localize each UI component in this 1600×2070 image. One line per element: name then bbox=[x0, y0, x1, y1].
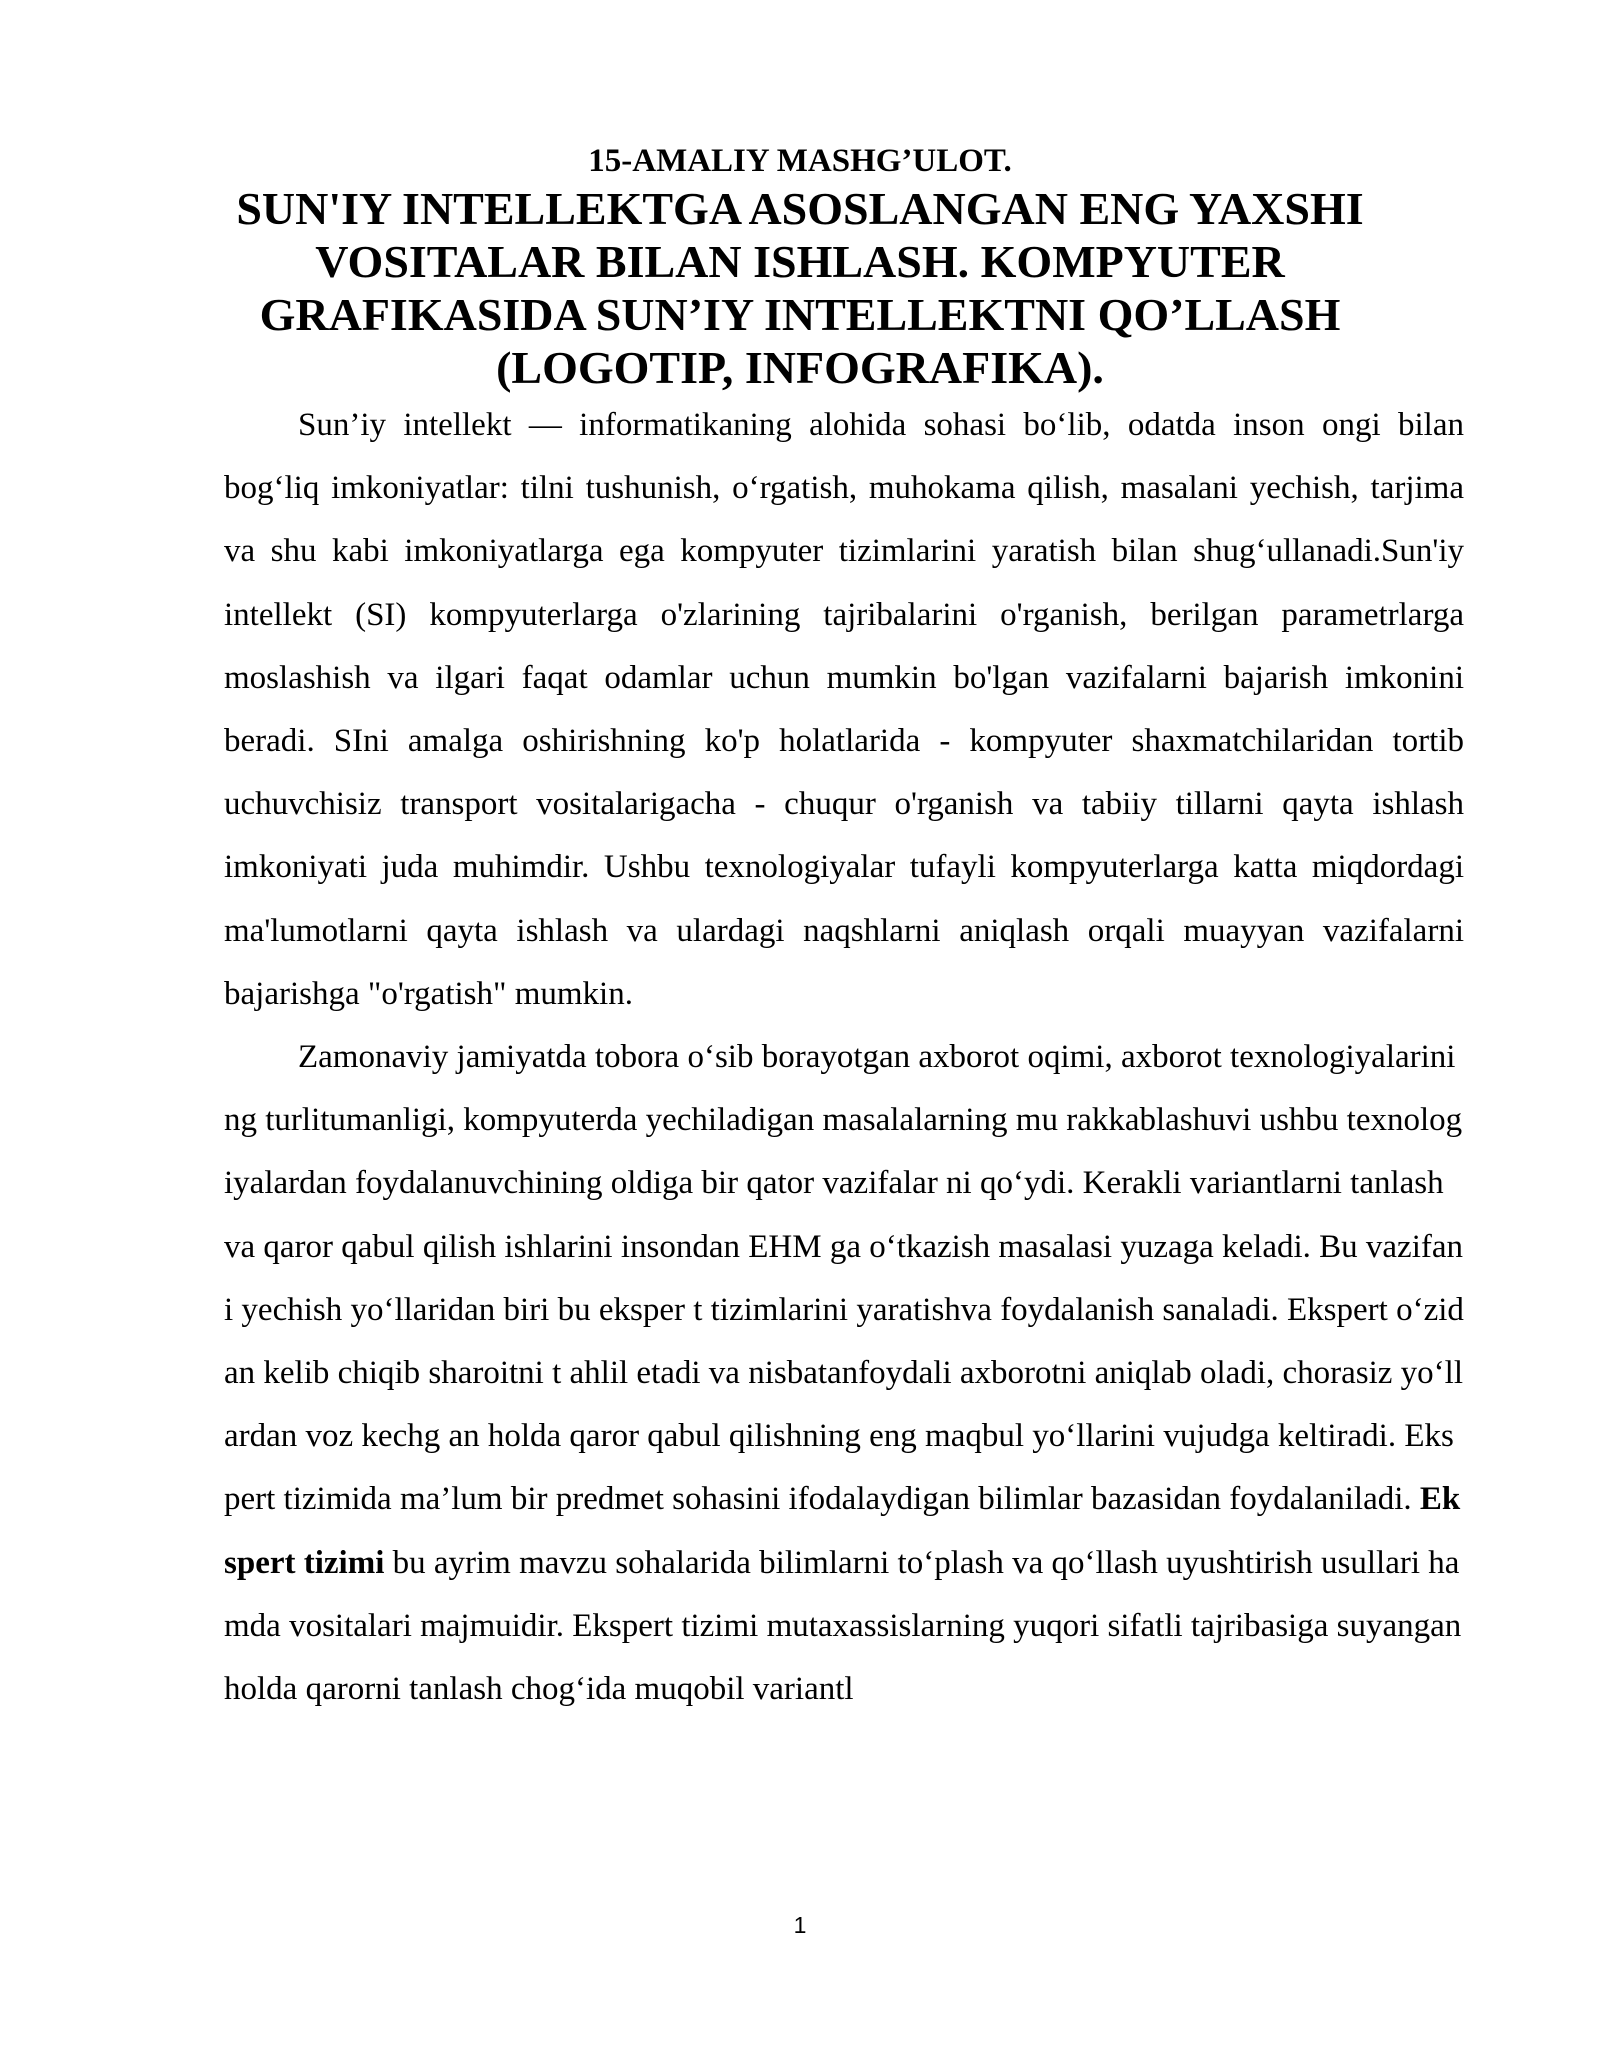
title-line: VOSITALAR BILAN ISHLASH. KOMPYUTER bbox=[315, 236, 1285, 287]
title-line: GRAFIKASIDA SUN’IY INTELLEKTNI QO’LLASH bbox=[259, 289, 1341, 340]
page-number: 1 bbox=[793, 1912, 807, 1938]
paragraph-text: bu ayrim mavzu sohalarida bilimlarni to‘plash va qo‘llash uyushtirish usullari hamda vositalari majmuidir. Ekspert tizimi mutaxassislarning yuqori sifatli tajribasiga suyangan holda qarorni tanlash chog‘ida muqobil variantl bbox=[224, 1544, 1462, 1708]
bold-term: Ekspert tizimi bbox=[224, 1481, 1461, 1581]
paragraph-text: Zamonaviy jamiyatda tobora o‘sib borayotgan axborot oqimi, axborot texnologiyalarining turlitumanligi, kompyuterda yechiladigan masalalarning mu rakkablashuvi ushbu texnologiyalardan foydalanuvchining oldiga bir qator vazifalar ni qo‘ydi. Kerakli variantlarni tanlash va qaror qabul qilish ishlarini insondan EHM ga o‘tkazish masalasi yuzaga keladi. Bu vazifani yechish yo‘llaridan biri bu eksper t tizimlarini yaratishva foydalanish sanaladi. Ekspert o‘zidan kelib chiqib sharoitni t ahlil etadi va nisbatanfoydali axborotni aniqlab oladi, chorasiz yo‘llardan voz kechg an holda qaror qabul qilishning eng maqbul yo‘llarini vujudga keltiradi. Ekspert tizimida ma’lum bir predmet sohasini ifodalaydigan bilimlar bazasidan foydalaniladi. bbox=[224, 1039, 1464, 1518]
title-line: SUN'IY INTELLEKTGA ASOSLANGAN ENG YAXSHI bbox=[236, 183, 1364, 234]
practice-label: 15-AMALIY MASHG’ULOT. bbox=[588, 143, 1012, 179]
paragraph-ai-intro: Sun’iy intellekt — informatikaning alohida sohasi bo‘lib, odatda inson ongi bilan bog‘liq imkoniyatlar: tilni tushunish, o‘rgatish, muhokama qilish, masalani yechish, tarjima va shu kabi imkoniyatlarga ega kompyuter tizimlarini yaratish bilan shug‘ullanadi.Sun'iy intellekt (SI) kompyuterlarga o'zlarining tajribalarini o'rganish, berilgan parametrlarga moslashish va ilgari faqat odamlar uchun mumkin bo'lgan vazifalarni bajarish imkonini beradi. SIni amalga oshirishning ko'p holatlarida - kompyuter shaxmatchilaridan tortib uchuvchisiz transport vositalarigacha - chuqur o'rganish va tabiiy tillarni qayta ishlash imkoniyati juda muhimdir. Ushbu texnologiyalar tufayli kompyuterlarga katta miqdordagi ma'lumotlarni qayta ishlash va ulardagi naqshlarni aniqlash orqali muayyan vazifalarni bajarishga "o'rgatish" mumkin. bbox=[224, 407, 1464, 1012]
page-title bbox=[0, 182, 1600, 394]
document-heading bbox=[0, 140, 1600, 394]
title-line: (LOGOTIP, INFOGRAFIKA). bbox=[496, 342, 1104, 393]
document-body bbox=[224, 394, 1464, 1721]
paragraph-expert-systems bbox=[224, 1026, 1464, 1721]
